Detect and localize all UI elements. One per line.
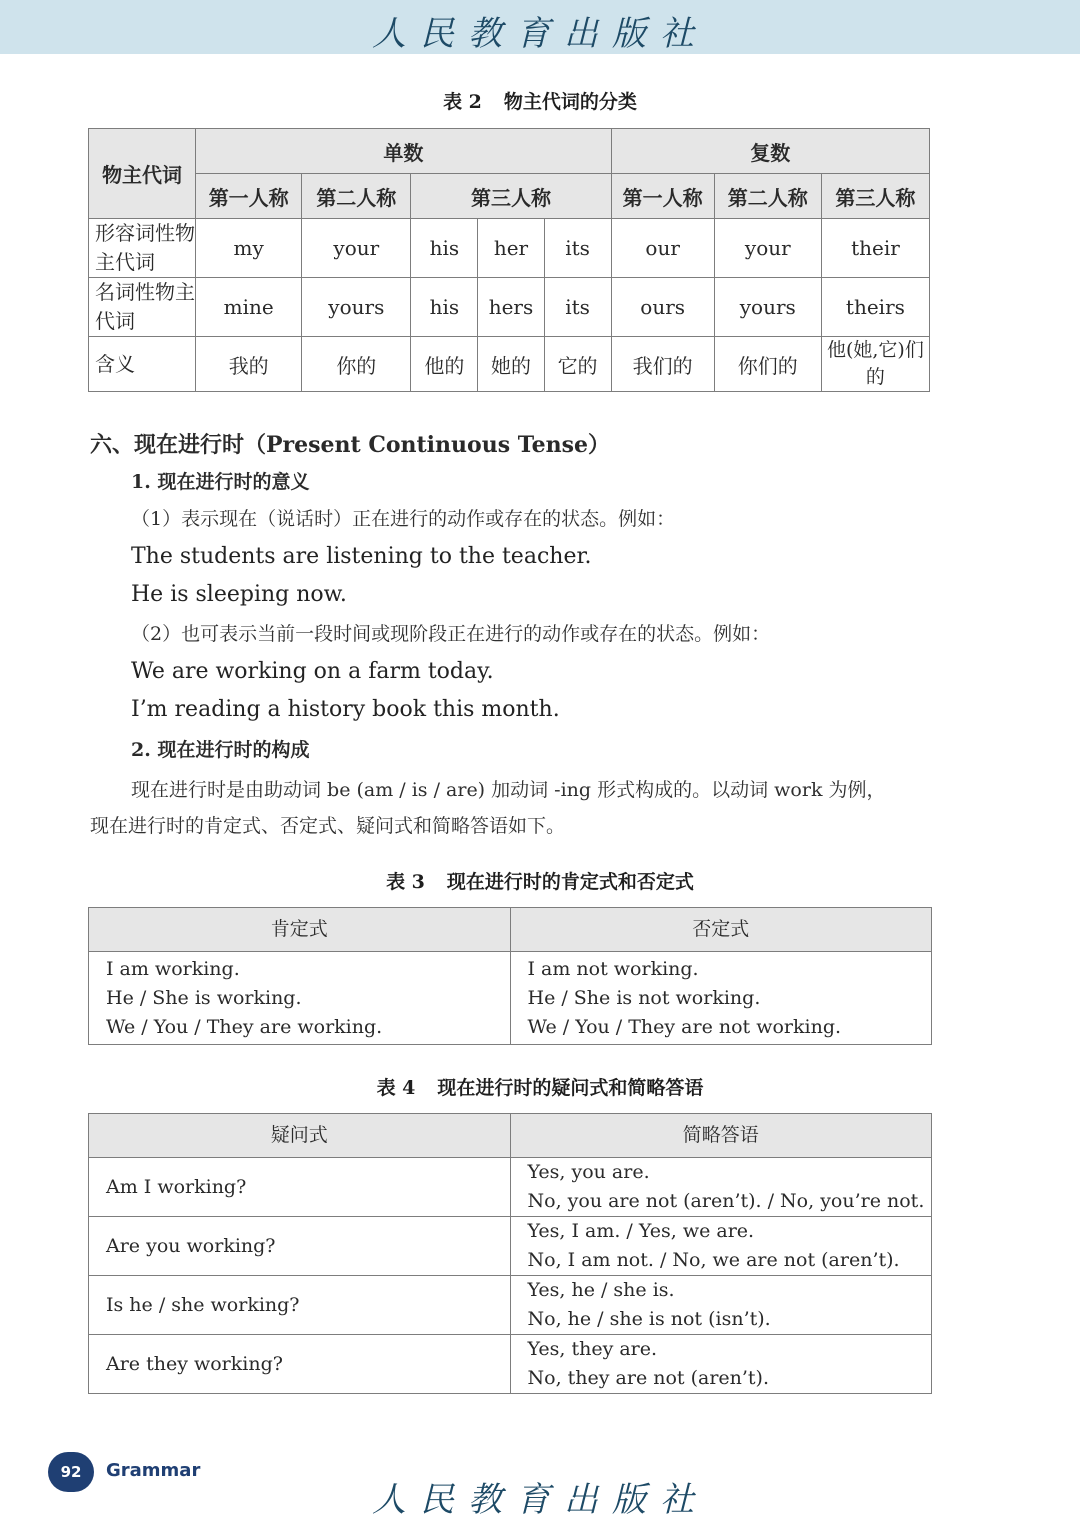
table-cell: theirs xyxy=(821,278,929,337)
table2-corner-header: 物主代词 xyxy=(89,129,196,219)
table-row xyxy=(89,1217,932,1276)
form-line: He / She is not working. xyxy=(527,986,761,1009)
subsection-heading: 2. 现在进行时的构成 xyxy=(131,739,310,761)
table-cell: its xyxy=(544,278,611,337)
paragraph-line: 现在进行时的肯定式、否定式、疑问式和简略答语如下。 xyxy=(90,815,566,837)
example-sentence: We are working on a farm today. xyxy=(131,659,494,684)
table-cell: 你们的 xyxy=(714,337,821,392)
table-row xyxy=(89,1276,932,1335)
table2-singular-header: 单数 xyxy=(196,129,611,174)
example-sentence: I’m reading a history book this month. xyxy=(131,697,560,722)
table-cell: her xyxy=(478,219,544,278)
table-row xyxy=(89,337,930,392)
table3-caption-title: 现在进行时的肯定式和否定式 xyxy=(446,871,694,893)
table-cell: his xyxy=(411,278,478,337)
table-cell: 你的 xyxy=(302,337,411,392)
example-sentence: He is sleeping now. xyxy=(131,582,347,607)
form-line: We / You / They are working. xyxy=(106,1015,383,1038)
question-cell: Are you working? xyxy=(89,1217,511,1276)
subsection-heading: 1. 现在进行时的意义 xyxy=(131,471,310,493)
publisher-logo: 人民教育出版社 xyxy=(372,14,708,54)
table4-caption-number: 表 4 xyxy=(376,1077,416,1099)
footer-section-name: Grammar xyxy=(106,1460,201,1481)
table-cell: 它的 xyxy=(544,337,611,392)
usage-point: （2）也可表示当前一段时间或现阶段正在进行的动作或存在的状态。例如： xyxy=(131,623,771,645)
answer-line: Yes, they are. xyxy=(527,1338,658,1360)
table-cell: my xyxy=(196,219,302,278)
answer-line: No, he / she is not (isn’t). xyxy=(527,1308,771,1330)
form-line: I am working. xyxy=(106,957,240,980)
table-cell: 我们的 xyxy=(611,337,714,392)
table-cell: 他的 xyxy=(411,337,478,392)
answer-cell xyxy=(510,1276,932,1335)
publisher-logo-footer: 人民教育出版社 xyxy=(372,1480,708,1520)
table2-plural-header: 复数 xyxy=(611,129,929,174)
table4-header-answer: 简略答语 xyxy=(510,1114,932,1158)
example-sentence: The students are listening to the teacher. xyxy=(131,544,592,569)
affirmative-forms xyxy=(89,952,511,1045)
row-label: 含义 xyxy=(89,337,196,392)
paragraph-line: 现在进行时是由助动词 be (am / is / are) 加动词 -ing 形式构成的。以动词 work 为例， xyxy=(131,779,886,801)
usage-point: （1）表示现在（说话时）正在进行的动作或存在的状态。例如： xyxy=(131,508,676,530)
table4-header-question: 疑问式 xyxy=(89,1114,511,1158)
table2-caption-title: 物主代词的分类 xyxy=(503,91,637,113)
table3-caption-number: 表 3 xyxy=(386,871,425,893)
answer-cell xyxy=(510,1335,932,1394)
form-line: I am not working. xyxy=(527,957,699,980)
table-cell: mine xyxy=(196,278,302,337)
answer-line: Yes, I am. / Yes, we are. xyxy=(527,1220,755,1242)
table4-caption-title: 现在进行时的疑问式和简略答语 xyxy=(437,1077,704,1099)
table2-person-header: 第三人称 xyxy=(411,174,611,219)
negative-forms xyxy=(510,952,932,1045)
table-row xyxy=(89,952,932,1045)
question-answer-table xyxy=(88,1113,932,1394)
answer-line: No, I am not. / No, we are not (aren’t). xyxy=(527,1249,900,1271)
answer-cell xyxy=(510,1217,932,1276)
table2-person-header: 第三人称 xyxy=(821,174,929,219)
table-cell: your xyxy=(302,219,411,278)
table2-person-header: 第二人称 xyxy=(302,174,411,219)
answer-cell xyxy=(510,1158,932,1217)
row-label: 形容词性物主代词 xyxy=(89,219,196,278)
table4-caption xyxy=(0,1073,1080,1100)
table2-person-header: 第二人称 xyxy=(714,174,821,219)
table-cell: hers xyxy=(478,278,544,337)
table-cell: ours xyxy=(611,278,714,337)
answer-line: No, you are not (aren’t). / No, you’re not. xyxy=(527,1190,925,1212)
question-cell: Are they working? xyxy=(89,1335,511,1394)
question-cell: Is he / she working? xyxy=(89,1276,511,1335)
table-cell: 我的 xyxy=(196,337,302,392)
table2-caption xyxy=(0,87,1080,114)
question-cell: Am I working? xyxy=(89,1158,511,1217)
table-cell: 他(她,它)们的 xyxy=(821,337,929,392)
table-cell: his xyxy=(411,219,478,278)
affirmative-negative-table xyxy=(88,907,932,1045)
form-line: We / You / They are not working. xyxy=(527,1015,842,1038)
table3-caption xyxy=(0,867,1080,894)
table-cell: yours xyxy=(302,278,411,337)
table2-caption-number: 表 2 xyxy=(443,91,482,113)
answer-line: No, they are not (aren’t). xyxy=(527,1367,770,1389)
table2-person-header: 第一人称 xyxy=(611,174,714,219)
table-cell: yours xyxy=(714,278,821,337)
table-cell: 她的 xyxy=(478,337,544,392)
table-cell: their xyxy=(821,219,929,278)
table-row xyxy=(89,1158,932,1217)
table-cell: its xyxy=(544,219,611,278)
form-line: He / She is working. xyxy=(106,986,302,1009)
table-cell: your xyxy=(714,219,821,278)
table-row xyxy=(89,1335,932,1394)
table3-header-affirmative: 肯定式 xyxy=(89,908,511,952)
section-title: 六、现在进行时（Present Continuous Tense） xyxy=(90,432,610,458)
page-number-badge: 92 xyxy=(48,1452,94,1492)
answer-line: Yes, he / she is. xyxy=(527,1279,675,1301)
table3-header-negative: 否定式 xyxy=(510,908,932,952)
table2-person-header: 第一人称 xyxy=(196,174,302,219)
answer-line: Yes, you are. xyxy=(527,1161,650,1183)
row-label: 名词性物主代词 xyxy=(89,278,196,337)
table-cell: our xyxy=(611,219,714,278)
possessive-pronoun-table xyxy=(88,128,930,392)
table-row xyxy=(89,219,930,278)
table-row xyxy=(89,278,930,337)
